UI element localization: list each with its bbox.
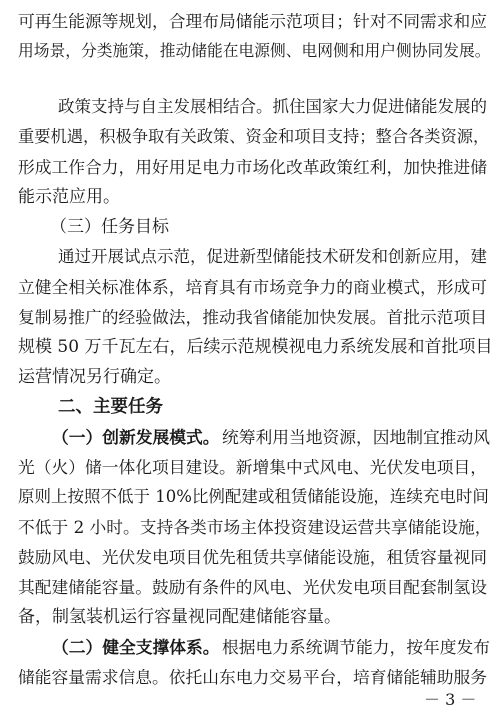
page-number: － 3 － (424, 690, 477, 709)
text-line (0, 242, 504, 272)
paragraph-text: 政策支持与自主发展相结合。抓住国家大力促进储能发展的 (58, 97, 487, 116)
paragraph-text: 鼓励风电、光伏发电项目优先租赁共享储能设施，租赁容量视同 (18, 547, 488, 567)
heading-text: 二、主要任务 (58, 397, 163, 417)
paragraph-text: 储能容量需求信息。依托山东电力交易平台，培育储能辅助服务 (18, 667, 488, 687)
subheading-text: （三）任务目标 (50, 217, 169, 237)
paragraph-text: 用场景，分类施策，推动储能在电源侧、电网侧和用户侧协同发展。 (18, 41, 491, 60)
text-line (0, 452, 504, 482)
paragraph-text: 重要机遇，积极争取有关政策、资金和项目支持；整合各类资源， (18, 127, 490, 146)
bold-lead-text: （一）创新发展模式。 (52, 427, 220, 447)
text-line (0, 122, 504, 152)
paragraph-text: 规模 50 万千瓦左右，后续示范规模视电力系统发展和首批项目 (18, 337, 493, 357)
text-line (0, 6, 504, 36)
text-line (0, 632, 504, 662)
paragraph-text: 形成工作合力，用好用足电力市场化改革政策红利，加快推进储 (18, 157, 488, 177)
text-line (0, 542, 504, 572)
paragraph-text: 备，制氢装机运行容量视同配建储能容量。 (18, 607, 341, 627)
text-line (0, 362, 504, 392)
text-line (0, 302, 504, 332)
text-line (0, 272, 504, 302)
text-line (0, 602, 504, 632)
paragraph-text: 统筹利用当地资源，因地制宜推动风 (222, 427, 491, 447)
text-line (0, 662, 504, 692)
text-line (0, 572, 504, 602)
text-line (0, 182, 504, 212)
text-line (0, 482, 504, 512)
paragraph-text: 光（火）储一体化项目建设。新增集中式风电、光伏发电项目， (18, 457, 488, 477)
text-line (0, 152, 504, 182)
paragraph-text: 其配建储能容量。鼓励有条件的风电、光伏发电项目配套制氢设 (18, 577, 488, 597)
section-subheading (0, 212, 504, 242)
paragraph-text: 复制易推广的经验做法，推动我省储能加快发展。首批示范项目 (18, 307, 488, 327)
text-line (0, 512, 504, 542)
paragraph-text: 通过开展试点示范，促进新型储能技术研发和创新应用，建 (58, 247, 487, 266)
section-heading (0, 392, 504, 422)
paragraph-text: 原则上按照不低于 10%比例配建或租赁储能设施，连续充电时间 (18, 487, 489, 506)
bold-lead-text: （二）健全支撑体系。 (52, 637, 220, 657)
paragraph-text: 根据电力系统调节能力，按年度发布 (222, 637, 491, 657)
text-line (0, 422, 504, 452)
paragraph-text: 立健全相关标准体系，培育具有市场竞争力的商业模式，形成可 (18, 277, 488, 297)
text-line (0, 92, 504, 122)
text-line (0, 36, 504, 66)
paragraph-text: 运营情况另行确定。 (18, 367, 171, 387)
paragraph-text: 能示范应用。 (18, 187, 120, 207)
paragraph-text: 可再生能源等规划，合理布局储能示范项目；针对不同需求和应 (18, 11, 488, 31)
text-line (0, 332, 504, 362)
paragraph-text: 不低于 2 小时。支持各类市场主体投资建设运营共享储能设施， (18, 517, 492, 537)
